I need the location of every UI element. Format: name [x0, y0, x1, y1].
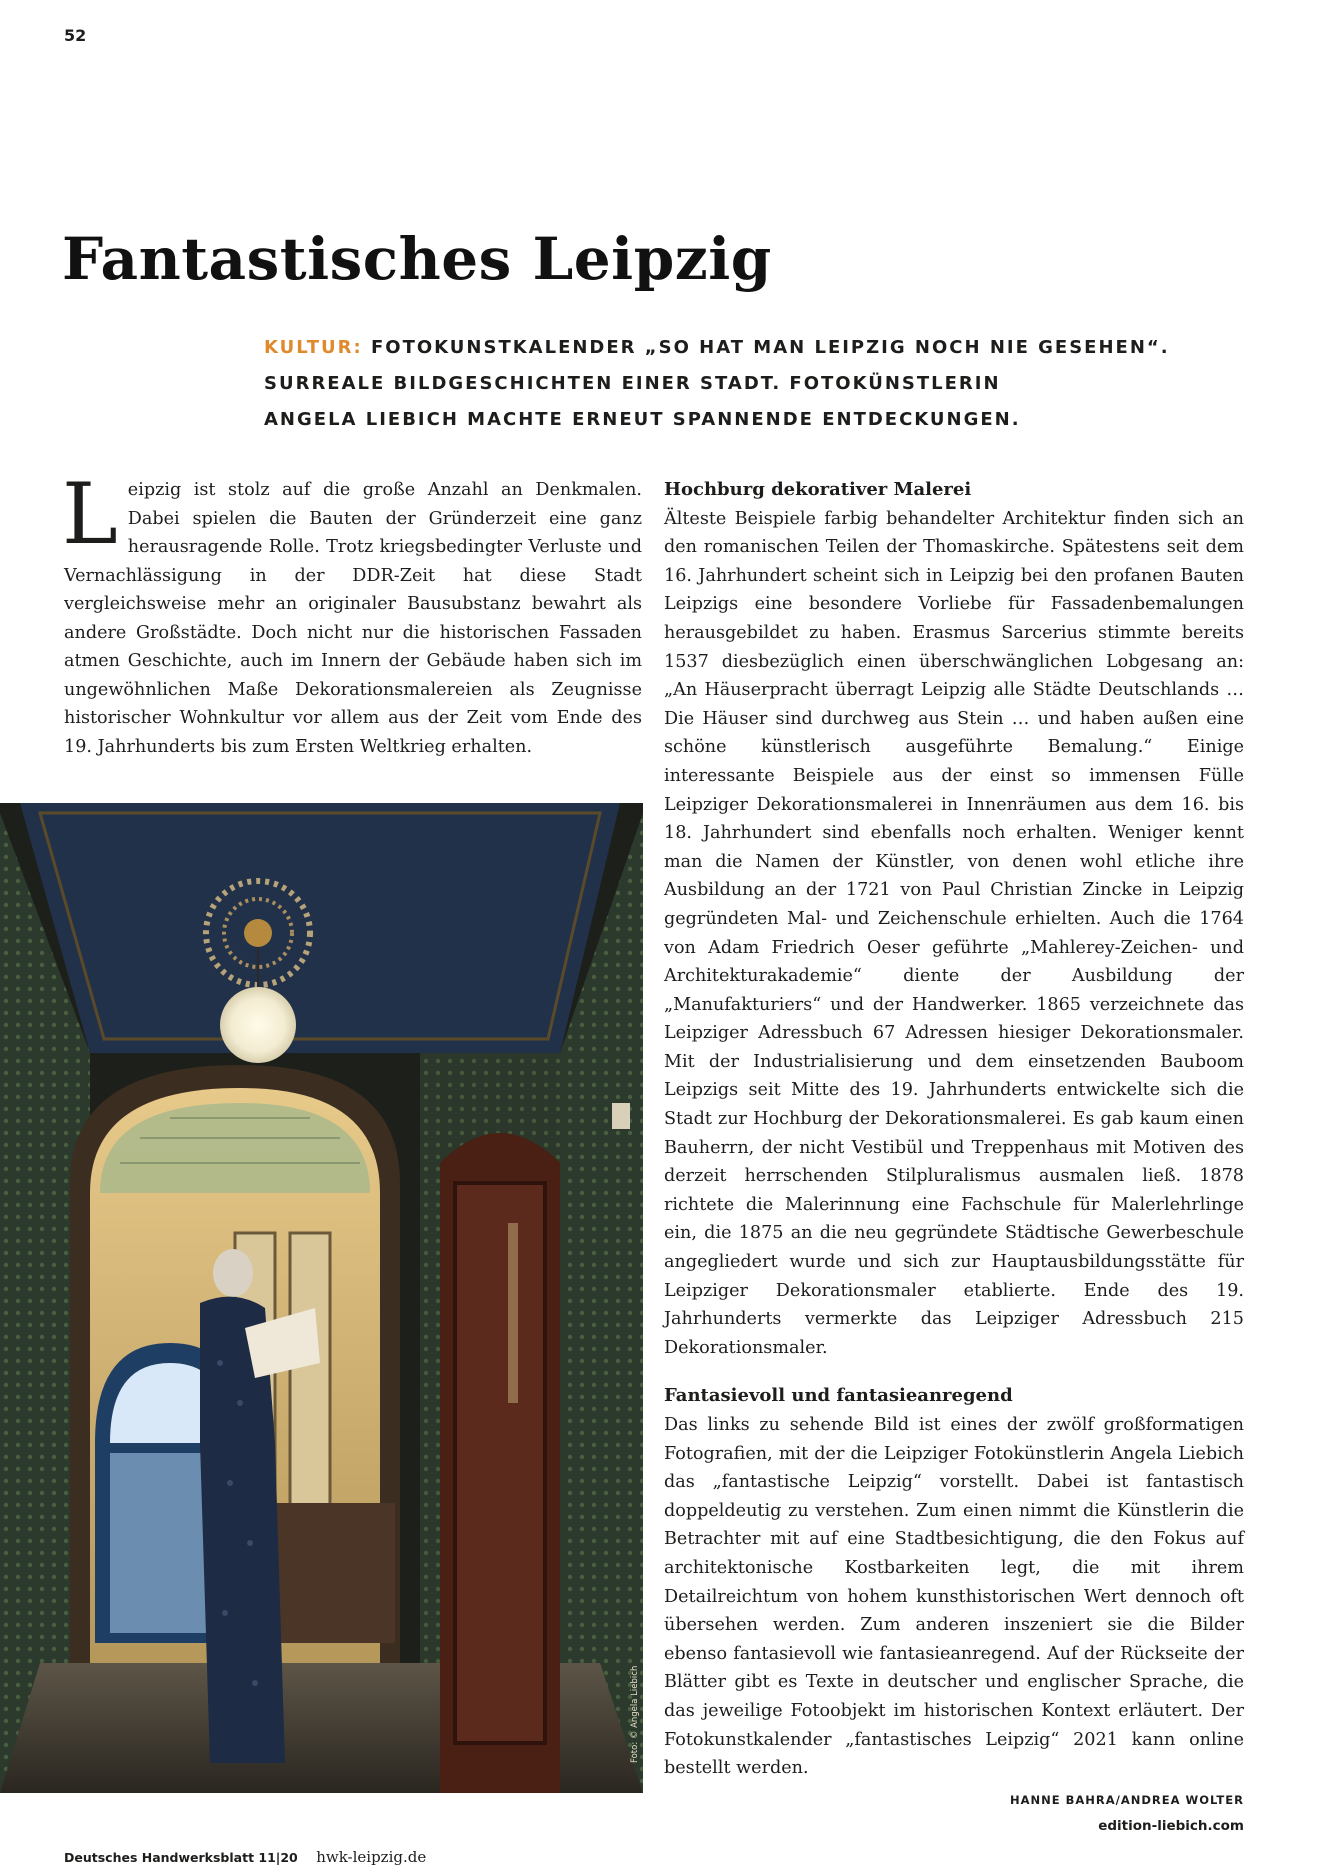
website-link[interactable]: edition-liebich.com	[1098, 1817, 1244, 1834]
article-intro	[264, 330, 1170, 438]
section-heading-2: Fantasievoll und fantasieanregend	[664, 1385, 1013, 1407]
photo-illustration	[0, 803, 643, 1793]
page-footer	[64, 1848, 426, 1866]
section-paragraph-1: Älteste Beispiele farbig behandelter Architektur finden sich an den romanischen Teilen der Thomaskirche. Spätestens seit dem 16. Jahrhundert scheint sich in Leipzig bei den profanen Bauten Leipzigs eine besondere Vorliebe für Fassadenbemalungen herausgebildet zu haben. Erasmus Sarcerius stimmte bereits 1537 diesbezüglich einen überschwänglichen Lobgesang an: „An Häuserpracht überragt Leipzig alle Städte Deutschlands … Die Häuser sind durchweg aus Stein … und haben außen eine schöne künstlerisch ausgeführte Bemalung.“ Einige interessante Beispiele aus der einst so immensen Fülle Leipziger Dekorationsmalerei in Innenräumen aus dem 16. bis 18. Jahrhundert sind ebenfalls noch erhalten. Weniger kennt man die Namen der Künstler, von denen wohl etliche ihre Ausbildung an der 1721 von Paul Christian Zincke in Leipzig gegründeten Mal- und Zeichenschule erhielten. Auch die 1764 von Adam Friedrich Oeser geführte „Mahlerey-Zeichen- und Architekturakademie“ diente der Ausbildung der „Manufakturiers“ und der Handwerker. 1865 verzeichnete das Leipziger Adressbuch 67 Adressen hiesiger Dekorationsmaler. Mit der Industrialisierung und dem einsetzenden Bauboom Leipzigs seit Mitte des 19. Jahrhunderts entwickelte sich die Stadt zur Hochburg der Dekorationsmalerei. Es gab kaum einen Bauherrn, der nicht Vestibül und Treppenhaus mit Motiven des derzeit herrschenden Stilpluralismus ausmalen ließ. 1878 richtete die Malerinnung eine Fachschule für Malerlehrlinge ein, die 1875 an die neu gegründete Städtische Gewerbeschule angegliedert wurde und sich zur Hauptausbildungsstätte für Leipziger Dekorationsmaler etablierte. Ende des 19. Jahrhunderts vermerkte das Leipziger Adressbuch 215 Dekorationsmaler.	[664, 508, 1244, 1358]
section-paragraph-2: Das links zu sehende Bild ist eines der zwölf großformatigen Fotografien, mit der die Leipziger Fotokünstlerin Angela Liebich das „fantastische Leipzig“ vorstellt. Dabei ist fantastisch doppeldeutig zu verstehen. Zum einen nimmt die Künstlerin die Betrachter mit auf eine Stadtbesichtigung, die den Fokus auf architektonische Kostbarkeiten legt, die mit ihrem Detailreichtum von hohem kunsthistorischen Wert dennoch oft übersehen werden. Zum anderen inszeniert sie die Bilder ebenso fantasievoll wie fantasieanregend. Auf der Rückseite der Blätter gibt es Texte in deutscher und englischer Sprache, die das jeweilige Fotoobjekt im historischen Kontext erläutert. Der Fotokunstkalender „fantastisches Leipzig“ 2021 kann online bestellt werden.	[664, 1415, 1244, 1779]
intro-kicker: KULTUR:	[264, 337, 363, 358]
left-column	[62, 465, 642, 761]
dropcap: L	[62, 465, 118, 563]
author-byline: HANNE BAHRA/ANDREA WOLTER	[1009, 1792, 1244, 1807]
section-heading-1: Hochburg dekorativer Malerei	[664, 479, 972, 500]
footer-site-link[interactable]: hwk-leipzig.de	[316, 1848, 427, 1866]
intro-line-3: ANGELA LIEBICH MACHTE ERNEUT SPANNENDE ENTDECKUNGEN.	[264, 409, 1021, 430]
right-column	[664, 476, 1244, 1839]
article-photo	[0, 803, 643, 1793]
left-column-text: eipzig ist stolz auf die große Anzahl an Denkmalen. Dabei spielen die Bauten der Gründerzeit eine ganz herausragende Rolle. Trotz kriegsbedingter Verluste und Vernachlässigung in der DDR-Zeit hat diese Stadt vergleichsweise mehr an originaler Bausubstanz bewahrt als andere Großstädte. Doch nicht nur die historischen Fassaden atmen Geschichte, auch im Innern der Gebäude haben sich im ungewöhnlichen Maße Dekorationsmalereien als Zeugnisse historischer Wohnkultur vor allem aus der Zeit vom Ende des 19. Jahrhunderts bis zum Ersten Weltkrieg erhalten.	[64, 480, 642, 757]
intro-line-1	[264, 330, 1170, 366]
intro-line-2: SURREALE BILDGESCHICHTEN EINER STADT. FOTOKÜNSTLERIN	[264, 373, 1001, 394]
footer-magazine: Deutsches Handwerksblatt 11|20	[64, 1850, 298, 1865]
article-title: Fantastisches Leipzig	[62, 225, 772, 293]
intro-line-1-text: FOTOKUNSTKALENDER „SO HAT MAN LEIPZIG NOCH NIE GESEHEN“.	[370, 337, 1170, 358]
page-number: 52	[64, 26, 87, 45]
photo-credit: Foto: © Angela Liebich	[630, 1665, 640, 1763]
